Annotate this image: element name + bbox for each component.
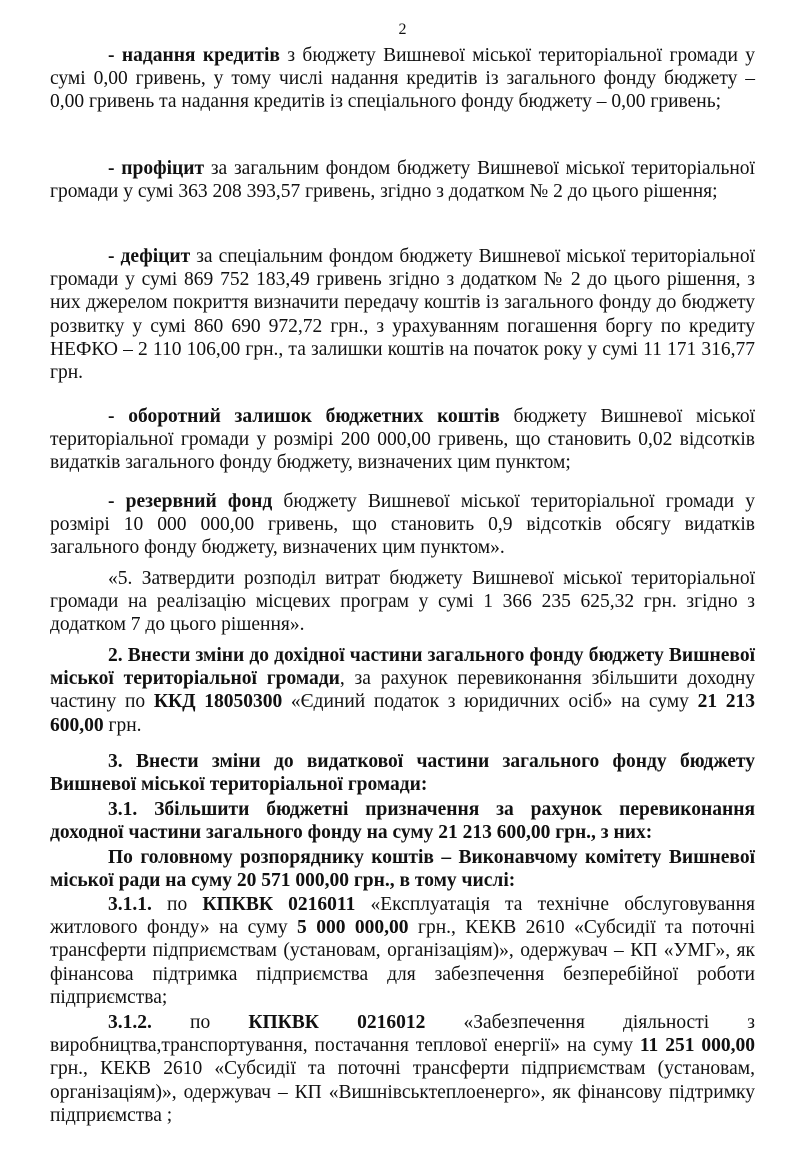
paragraph-section-2: 2. Внести зміни до дохідної частини загального фонду бюджету Вишневої міської територіальної громади, за рахунок перевиконання збільшити доходну частину по ККД 18050300 «Єдиний податок з юридичних осіб» на суму 21 213 600,00 грн. [50, 645, 756, 736]
paragraph-section-3-1: 3.1. Збільшити бюджетні призначення за рахунок перевиконання доходної частини загального фонду на суму 21 213 600,00 грн., з них: [50, 799, 755, 844]
term-surplus: - профіцит [108, 158, 205, 179]
paragraph-reserve-fund: - резервний фонд бюджету Вишневої міської територіальної громади у розмірі 10 000 000,00 гривень, що становить 0,9 відсотків обсягу видатків загального фонду бюджету, визначених цим пунктом». [50, 491, 755, 559]
paragraph-credits: - надання кредитів з бюджету Вишневої міської територіальної громади у сумі 0,00 гривень, у тому числі надання кредитів із загального фонду бюджету – 0,00 гривень та надання кредитів із спеціального фонду бюджету – 0,00 гривень; [50, 45, 756, 113]
document-page [50, 0, 755, 1163]
paragraph-main-manager: По головному розпоряднику коштів – Виконавчому комітету Вишневої міської ради на суму 20 571 000,00 грн., в тому числі: [50, 847, 755, 892]
paragraph-surplus: - профіцит за загальним фондом бюджету Вишневої міської територіальної громади у сумі 363 208 393,57 гривень, згідно з додатком № 2 до цього рішення; [50, 158, 755, 203]
term-deficit: - дефіцит [108, 246, 191, 267]
term-working-balance: - оборотний залишок бюджетних коштів [108, 406, 500, 427]
paragraph-3-1-2: 3.1.2. по КПКВК 0216012 «Забезпечення діяльності з виробництва,транспортування, постачання теплової енергії» на суму 11 251 000,00 грн., КЕКВ 2610 «Субсидії та поточні трансферти підприємствам (установам, організаціям)», одержувач – КП «Вишнівськтеплоенерго», як фінансову підтримку підприємства ; [50, 1012, 755, 1126]
paragraph-working-balance: - оборотний залишок бюджетних коштів бюджету Вишневої міської територіальної громади у розмірі 200 000,00 гривень, що становить 0,02 відсотків видатків загального фонду бюджету, визначених цим пунктом; [50, 406, 755, 474]
paragraph-item-5: «5. Затвердити розподіл витрат бюджету Вишневої міської територіальної громади на реалізацію місцевих програм у сумі 1 366 235 625,32 грн. згідно з додатком 7 до цього рішення». [50, 568, 755, 636]
paragraph-3-1-1: 3.1.1. по КПКВК 0216011 «Експлуатація та технічне обслуговування житлового фонду» на суму 5 000 000,00 грн., КЕКВ 2610 «Субсидії та поточні трансферти підприємствам (установам, організаціям)», одержувач – КП «УМГ», як фінансова підтримка підприємства для забезпечення безперебійної роботи підприємства; [50, 894, 755, 1008]
page-number: 2 [398, 21, 407, 38]
term-reserve-fund: - резервний фонд [108, 491, 273, 512]
paragraph-deficit: - дефіцит за спеціальним фондом бюджету Вишневої міської територіальної громади у сумі 869 752 183,49 гривень згідно з додатком № 2 до цього рішення, з них джерелом покриття визначити передачу коштів із загального фонду до бюджету розвитку у сумі 860 690 972,72 грн., з урахуванням погашення боргу по кредиту НЕФКО – 2 110 106,00 грн., та залишки коштів на початок року у сумі 11 171 316,77 грн. [50, 246, 755, 384]
paragraph-section-3: 3. Внести зміни до видаткової частини загального фонду бюджету Вишневої міської територіальної громади: [50, 751, 755, 796]
term-credits: - надання кредитів [108, 45, 280, 66]
